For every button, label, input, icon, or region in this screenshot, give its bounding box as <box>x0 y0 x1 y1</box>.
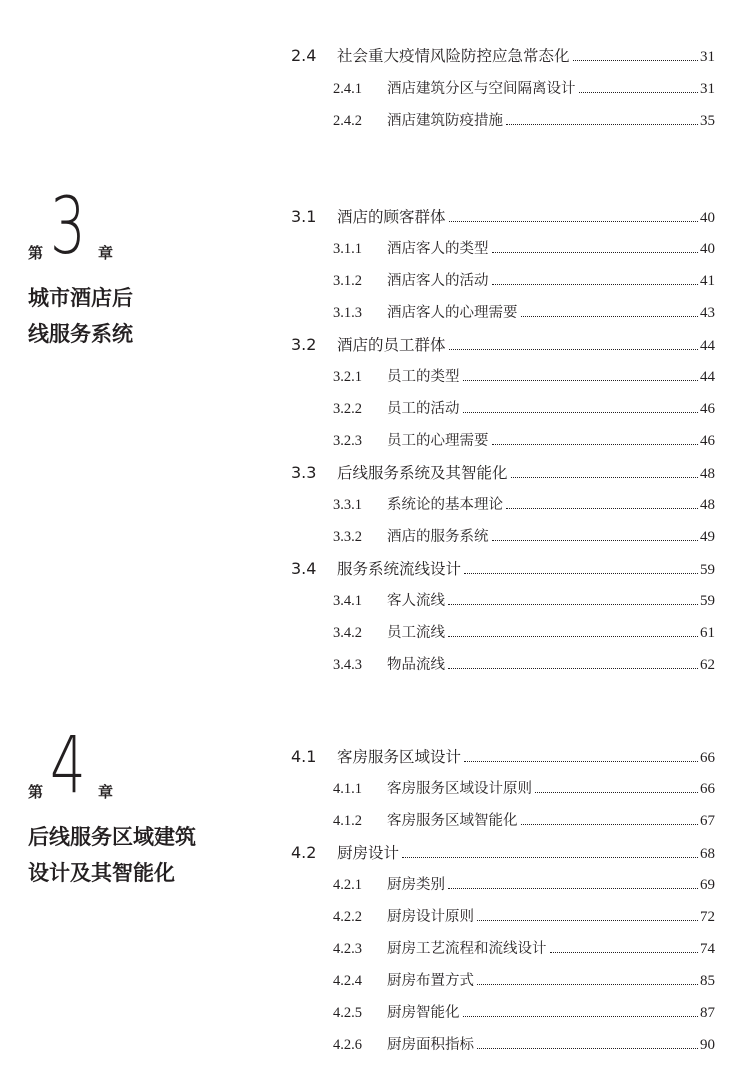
toc-entry-number: 4.1.1 <box>333 781 362 797</box>
toc-section-entry <box>291 461 715 483</box>
toc-entry-number: 4.2.2 <box>333 909 362 925</box>
toc-subsection-entry <box>333 237 715 259</box>
toc-leader-dots <box>521 823 699 825</box>
toc-entry-page: 59 <box>700 593 715 609</box>
chapter-4-block <box>28 721 278 891</box>
toc-entry-page: 35 <box>700 113 715 129</box>
toc-section-entry <box>291 44 715 66</box>
toc-entry-page: 61 <box>700 625 715 641</box>
toc-entry-title: 客房服务区域设计 <box>337 748 462 766</box>
toc-entry-page: 40 <box>700 241 715 257</box>
toc-entry-number: 3.1.2 <box>333 273 362 289</box>
chapter-number: 3 <box>50 182 86 272</box>
toc-entry-page: 72 <box>700 909 715 925</box>
toc-entry-page: 66 <box>700 750 715 766</box>
toc-leader-dots <box>448 667 698 669</box>
toc-entry-number: 3.2.1 <box>333 369 362 385</box>
toc-entry-title: 客房服务区域智能化 <box>387 813 518 829</box>
toc-entry-title: 系统论的基本理论 <box>387 497 503 513</box>
toc-leader-dots <box>463 411 699 413</box>
chapter-prefix: 第 <box>28 783 44 801</box>
toc-subsection-entry <box>333 653 715 675</box>
toc-entry-number: 2.4.1 <box>333 81 362 97</box>
toc-leader-dots <box>521 315 699 317</box>
toc-entry-title: 社会重大疫情风险防控应急常态化 <box>337 47 570 65</box>
toc-entry-number: 3.1.1 <box>333 241 362 257</box>
toc-entry-page: 68 <box>700 846 715 862</box>
toc-entry-number: 4.1.2 <box>333 813 362 829</box>
toc-entry-page: 48 <box>700 497 715 513</box>
toc-entry-number: 4.2.3 <box>333 941 362 957</box>
toc-entry-title: 酒店的服务系统 <box>387 529 489 545</box>
toc-entry-title: 厨房布置方式 <box>387 973 474 989</box>
chapter-heading <box>28 721 278 811</box>
toc-entry-title: 员工的类型 <box>387 369 460 385</box>
toc-leader-dots <box>535 791 698 793</box>
toc-subsection-entry <box>333 1033 715 1055</box>
toc-leader-dots <box>477 983 698 985</box>
toc-subsection-entry <box>333 937 715 959</box>
toc-entry-title: 厨房工艺流程和流线设计 <box>387 941 547 957</box>
toc-subsection-entry <box>333 777 715 799</box>
toc-leader-dots <box>573 59 698 61</box>
toc-subsection-entry <box>333 969 715 991</box>
toc-entry-page: 31 <box>700 81 715 97</box>
toc-entry-number: 4.1 <box>291 747 317 766</box>
toc-entry-number: 3.1 <box>291 207 317 226</box>
toc-entry-number: 3.2.2 <box>333 401 362 417</box>
toc-leader-dots <box>492 443 699 445</box>
toc-subsection-entry <box>333 109 715 131</box>
toc-entry-title: 物品流线 <box>387 657 445 673</box>
toc-subsection-entry <box>333 365 715 387</box>
chapter-number: 4 <box>50 721 86 811</box>
toc-subsection-entry <box>333 589 715 611</box>
toc-entry-page: 74 <box>700 941 715 957</box>
toc-entry-title: 酒店客人的活动 <box>387 273 489 289</box>
toc-leader-dots <box>449 220 698 222</box>
toc-entry-title: 厨房设计 <box>337 844 400 862</box>
chapter-title-line: 城市酒店后 <box>28 286 133 310</box>
toc-subsection-entry <box>333 397 715 419</box>
chapter-3-block <box>28 182 278 352</box>
toc-entry-number: 3.3 <box>291 463 317 482</box>
toc-entry-number: 3.4.1 <box>333 593 362 609</box>
toc-entry-page: 46 <box>700 433 715 449</box>
chapter-title <box>28 819 278 891</box>
toc-subsection-entry <box>333 809 715 831</box>
toc-entry-number: 2.4 <box>291 46 317 65</box>
toc-entry-title: 员工的活动 <box>387 401 460 417</box>
toc-subsection-entry <box>333 77 715 99</box>
toc-entry-title: 酒店客人的心理需要 <box>387 305 518 321</box>
toc-subsection-entry <box>333 905 715 927</box>
toc-leader-dots <box>492 251 699 253</box>
toc-entry-number: 3.3.1 <box>333 497 362 513</box>
toc-entry-number: 3.3.2 <box>333 529 362 545</box>
toc-entry-title: 酒店客人的类型 <box>387 241 489 257</box>
toc-entry-page: 31 <box>700 49 715 65</box>
toc-entry-page: 44 <box>700 369 715 385</box>
toc-entry-number: 2.4.2 <box>333 113 362 129</box>
toc-subsection-entry <box>333 429 715 451</box>
toc-leader-dots <box>477 919 698 921</box>
toc-entry-title: 厨房智能化 <box>387 1005 460 1021</box>
toc-leader-dots <box>449 348 698 350</box>
toc-entry-page: 43 <box>700 305 715 321</box>
chapter-title-line: 线服务系统 <box>28 322 133 346</box>
toc-subsection-entry <box>333 873 715 895</box>
toc-entry-page: 87 <box>700 1005 715 1021</box>
toc-leader-dots <box>477 1047 698 1049</box>
toc-leader-dots <box>492 283 699 285</box>
toc-subsection-entry <box>333 525 715 547</box>
toc-leader-dots <box>511 476 698 478</box>
toc-subsection-entry <box>333 621 715 643</box>
toc-leader-dots <box>506 123 698 125</box>
toc-section-entry <box>291 205 715 227</box>
toc-entry-number: 4.2.4 <box>333 973 362 989</box>
toc-entry-title: 服务系统流线设计 <box>337 560 462 578</box>
toc-entry-page: 49 <box>700 529 715 545</box>
toc-leader-dots <box>402 856 698 858</box>
toc-leader-dots <box>463 379 699 381</box>
toc-entry-title: 酒店建筑分区与空间隔离设计 <box>387 81 576 97</box>
chapter-prefix: 第 <box>28 244 44 262</box>
toc-entry-number: 3.4.2 <box>333 625 362 641</box>
toc-entry-page: 69 <box>700 877 715 893</box>
toc-leader-dots <box>506 507 698 509</box>
toc-entry-title: 客人流线 <box>387 593 445 609</box>
toc-entry-title: 员工的心理需要 <box>387 433 489 449</box>
toc-leader-dots <box>448 887 698 889</box>
toc-leader-dots <box>579 91 699 93</box>
toc-entry-title: 厨房面积指标 <box>387 1037 474 1053</box>
chapter-suffix: 章 <box>98 244 114 262</box>
toc-entry-number: 3.2 <box>291 335 317 354</box>
toc-entry-page: 85 <box>700 973 715 989</box>
toc-entry-number: 4.2.5 <box>333 1005 362 1021</box>
toc-entry-page: 41 <box>700 273 715 289</box>
toc-section-entry <box>291 745 715 767</box>
toc-entry-page: 59 <box>700 562 715 578</box>
toc-entry-page: 40 <box>700 210 715 226</box>
toc-entry-number: 3.1.3 <box>333 305 362 321</box>
toc-leader-dots <box>492 539 699 541</box>
toc-leader-dots <box>464 572 698 574</box>
toc-entry-number: 3.4.3 <box>333 657 362 673</box>
toc-entry-title: 酒店的员工群体 <box>337 336 446 354</box>
toc-entry-title: 酒店建筑防疫措施 <box>387 113 503 129</box>
toc-leader-dots <box>550 951 699 953</box>
toc-entry-title: 酒店的顾客群体 <box>337 208 446 226</box>
chapter-title-line: 后线服务区域建筑 <box>28 825 196 849</box>
chapter-heading <box>28 182 278 272</box>
toc-leader-dots <box>448 635 698 637</box>
toc-leader-dots <box>463 1015 699 1017</box>
chapter-title <box>28 280 278 352</box>
toc-subsection-entry <box>333 493 715 515</box>
toc-entry-number: 3.4 <box>291 559 317 578</box>
toc-entry-page: 44 <box>700 338 715 354</box>
toc-entry-page: 66 <box>700 781 715 797</box>
toc-subsection-entry <box>333 269 715 291</box>
chapter-suffix: 章 <box>98 783 114 801</box>
toc-entry-number: 4.2.1 <box>333 877 362 893</box>
toc-entry-number: 3.2.3 <box>333 433 362 449</box>
toc-entry-page: 67 <box>700 813 715 829</box>
toc-entry-title: 客房服务区域设计原则 <box>387 781 532 797</box>
toc-subsection-entry <box>333 301 715 323</box>
toc-subsection-entry <box>333 1001 715 1023</box>
toc-entry-number: 4.2 <box>291 843 317 862</box>
toc-section-entry <box>291 841 715 863</box>
toc-leader-dots <box>448 603 698 605</box>
toc-entry-title: 后线服务系统及其智能化 <box>337 464 508 482</box>
toc-entry-page: 48 <box>700 466 715 482</box>
toc-section-entry <box>291 557 715 579</box>
toc-entry-number: 4.2.6 <box>333 1037 362 1053</box>
toc-leader-dots <box>464 760 698 762</box>
toc-entry-page: 62 <box>700 657 715 673</box>
toc-entry-title: 厨房类别 <box>387 877 445 893</box>
chapter-title-line: 设计及其智能化 <box>28 861 175 885</box>
toc-entry-title: 员工流线 <box>387 625 445 641</box>
toc-entry-title: 厨房设计原则 <box>387 909 474 925</box>
toc-section-entry <box>291 333 715 355</box>
toc-entry-page: 90 <box>700 1037 715 1053</box>
toc-entry-page: 46 <box>700 401 715 417</box>
